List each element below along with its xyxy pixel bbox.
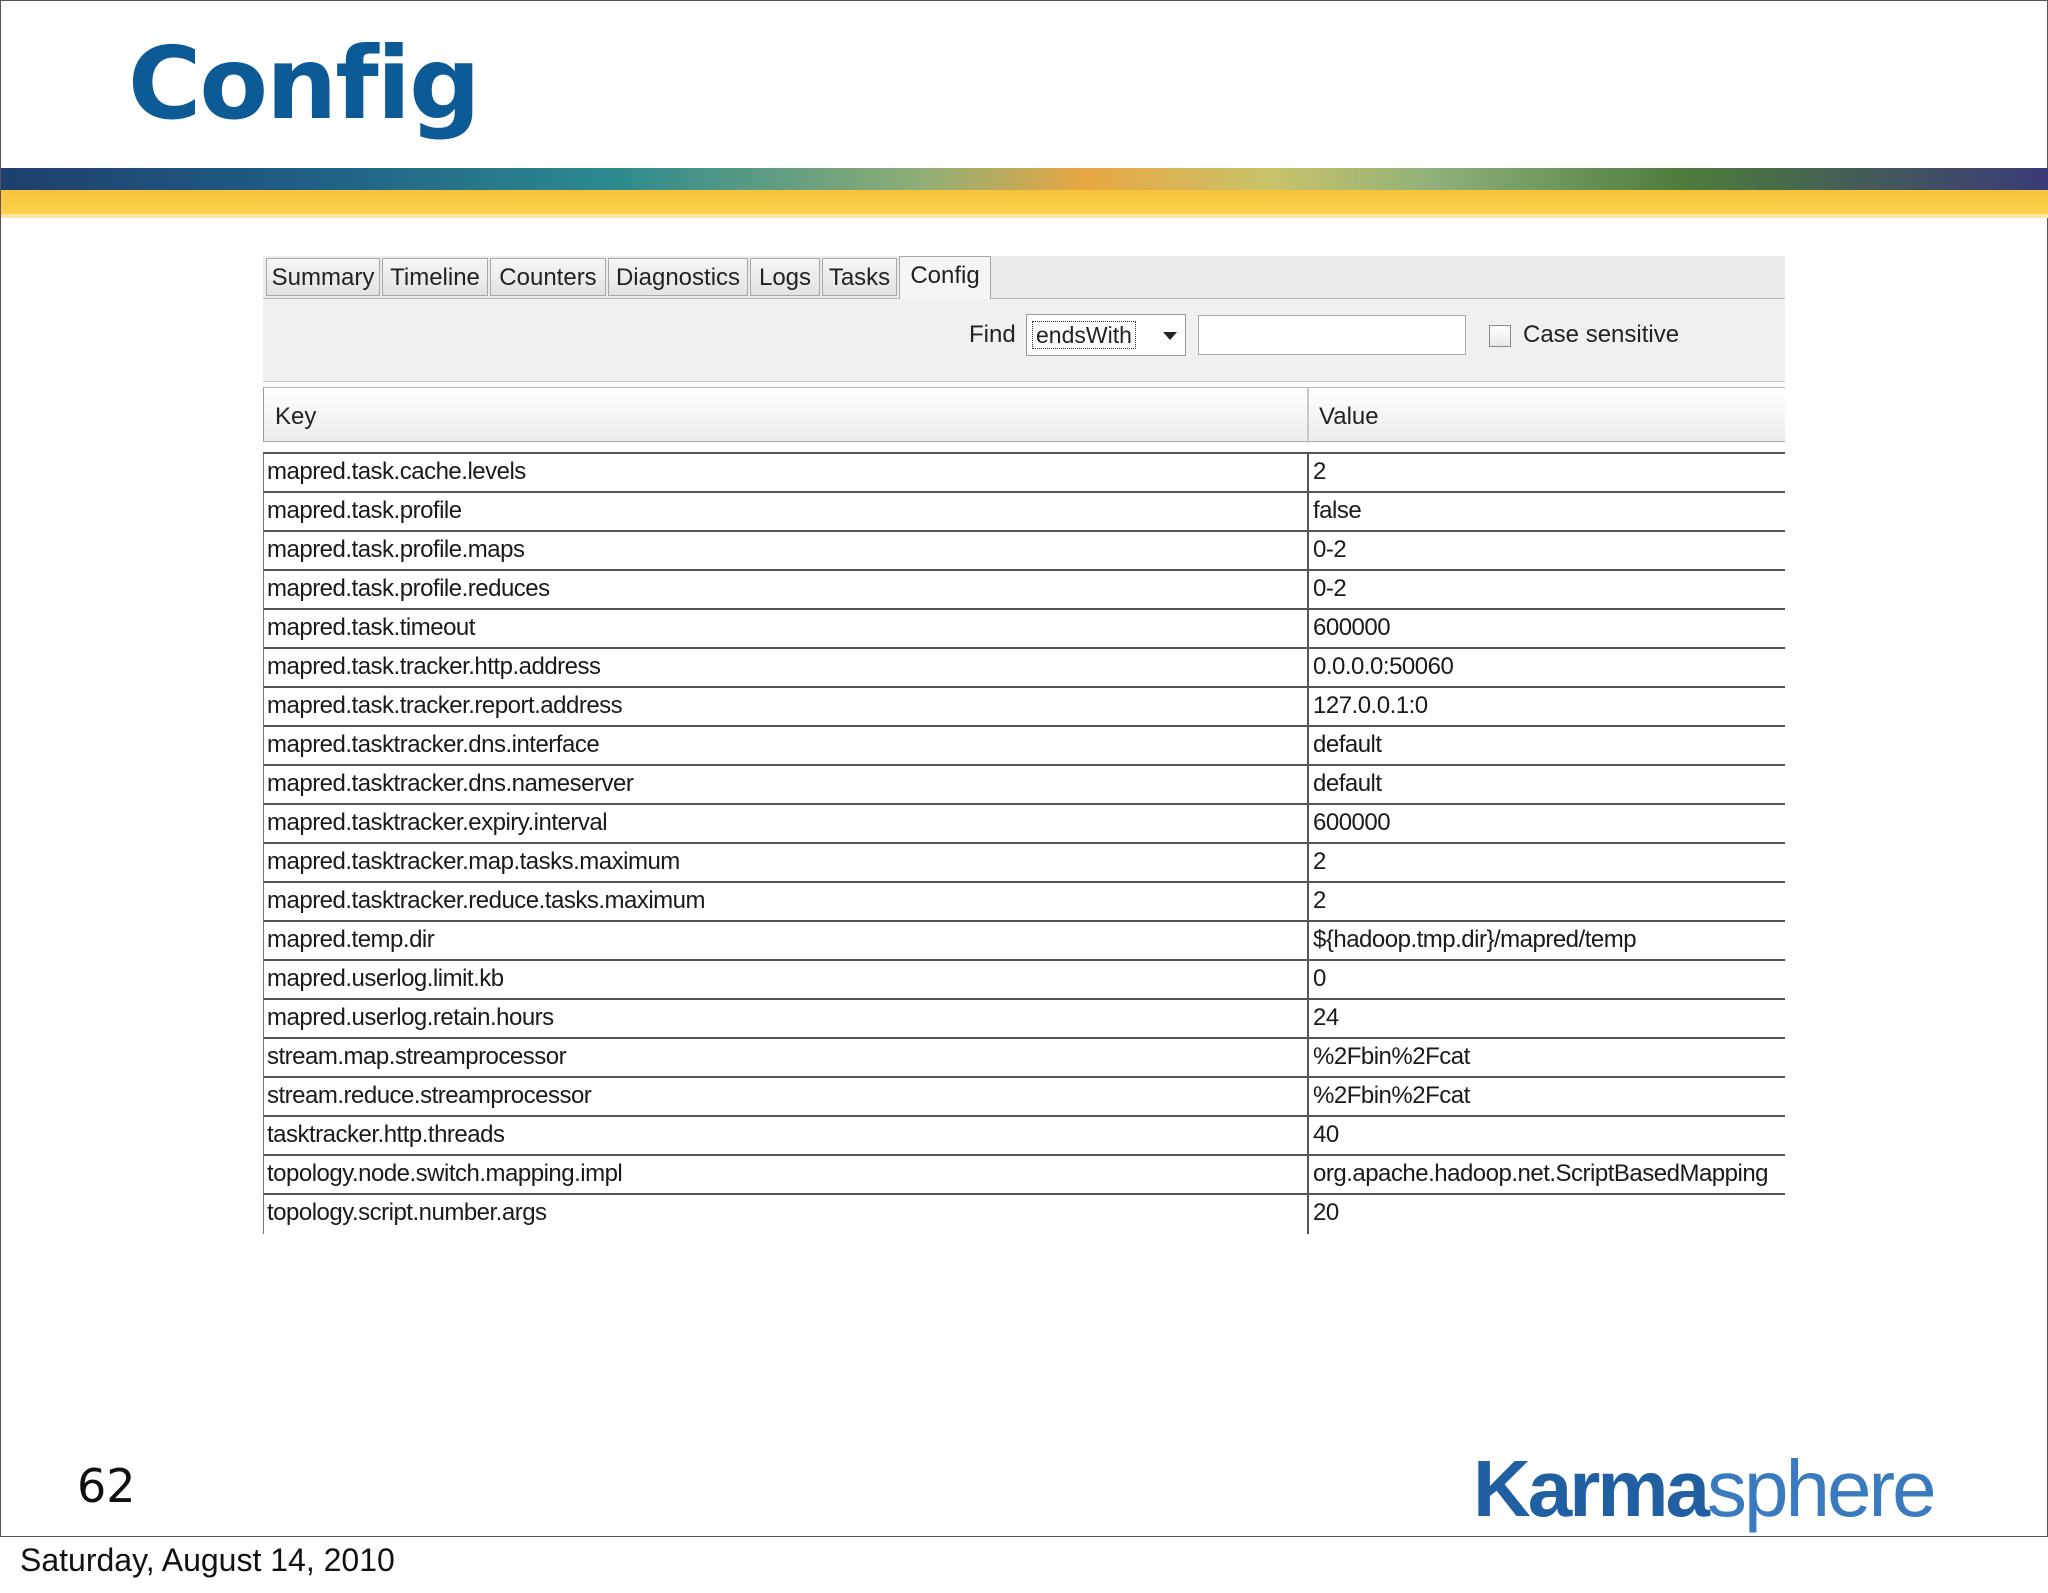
config-key: mapred.task.timeout (267, 614, 475, 641)
row-column-divider (1307, 1078, 1309, 1115)
config-key: mapred.userlog.limit.kb (267, 965, 504, 992)
row-column-divider (1307, 766, 1309, 803)
config-value: 0 (1313, 965, 1326, 992)
table-body (263, 454, 1785, 1234)
config-value: 0-2 (1313, 575, 1347, 602)
row-column-divider (1307, 1156, 1309, 1193)
table-row[interactable] (263, 844, 1785, 883)
find-bar (263, 299, 1785, 382)
find-mode-select[interactable] (1026, 314, 1186, 356)
config-key: mapred.task.tracker.http.address (267, 653, 601, 680)
config-key: mapred.task.profile.reduces (267, 575, 550, 602)
row-column-divider (1307, 844, 1309, 881)
table-row[interactable] (263, 493, 1785, 532)
row-column-divider (1307, 1117, 1309, 1154)
table-row[interactable] (263, 688, 1785, 727)
config-value: 600000 (1313, 809, 1391, 836)
tab-tasks[interactable]: Tasks (822, 258, 897, 296)
config-value: 600000 (1313, 614, 1391, 641)
config-value: 24 (1313, 1004, 1339, 1031)
table-row[interactable] (263, 961, 1785, 1000)
row-column-divider (1307, 688, 1309, 725)
table-row[interactable] (263, 649, 1785, 688)
table-row[interactable] (263, 727, 1785, 766)
table-row[interactable] (263, 1078, 1785, 1117)
table-row[interactable] (263, 1156, 1785, 1195)
tab-counters[interactable]: Counters (490, 258, 606, 296)
config-value: %2Fbin%2Fcat (1313, 1082, 1470, 1109)
config-value: 40 (1313, 1121, 1339, 1148)
header-yellow-band (1, 190, 2048, 214)
config-key: mapred.task.cache.levels (267, 458, 526, 485)
config-key: topology.node.switch.mapping.impl (267, 1160, 623, 1187)
config-key: mapred.userlog.retain.hours (267, 1004, 554, 1031)
slide-title: Config (128, 25, 479, 142)
header-gradient-band (1, 168, 2048, 190)
table-row[interactable] (263, 766, 1785, 805)
config-key: mapred.tasktracker.map.tasks.maximum (267, 848, 680, 875)
config-value: ${hadoop.tmp.dir}/mapred/temp (1313, 926, 1637, 953)
row-column-divider (1307, 454, 1309, 491)
table-row[interactable] (263, 571, 1785, 610)
table-row[interactable] (263, 805, 1785, 844)
config-key: mapred.task.profile.maps (267, 536, 525, 563)
config-key: mapred.tasktracker.expiry.interval (267, 809, 608, 836)
case-sensitive-checkbox[interactable] (1489, 325, 1511, 347)
config-value: 20 (1313, 1199, 1339, 1226)
table-header (263, 387, 1785, 442)
find-label: Find (969, 321, 1016, 348)
table-row[interactable] (263, 454, 1785, 493)
find-input[interactable] (1198, 315, 1466, 355)
table-row[interactable] (263, 922, 1785, 961)
table-row[interactable] (263, 1039, 1785, 1078)
tab-config[interactable]: Config (899, 256, 991, 299)
config-value: org.apache.hadoop.net.ScriptBasedMapping (1313, 1160, 1769, 1187)
row-column-divider (1307, 805, 1309, 842)
row-column-divider (1307, 532, 1309, 569)
config-key: mapred.tasktracker.reduce.tasks.maximum (267, 887, 705, 914)
row-column-divider (1307, 610, 1309, 647)
row-column-divider (1307, 571, 1309, 608)
column-separator[interactable] (1307, 388, 1309, 443)
config-key: mapred.task.profile (267, 497, 462, 524)
case-sensitive-label: Case sensitive (1523, 321, 1680, 348)
row-column-divider (1307, 493, 1309, 530)
slide-date: Saturday, August 14, 2010 (20, 1542, 395, 1578)
logo-part1: Karma (1473, 1444, 1708, 1533)
config-key: stream.map.streamprocessor (267, 1043, 567, 1070)
column-header-key[interactable]: Key (275, 403, 317, 430)
row-column-divider (1307, 922, 1309, 959)
row-column-divider (1307, 727, 1309, 764)
job-detail-panel (263, 256, 1785, 1231)
tab-summary[interactable]: Summary (266, 258, 380, 296)
dropdown-arrow-icon[interactable] (1163, 332, 1177, 340)
logo-part2: sphere (1707, 1444, 1934, 1533)
table-row[interactable] (263, 532, 1785, 571)
tab-diagnostics[interactable]: Diagnostics (608, 258, 748, 296)
row-column-divider (1307, 1039, 1309, 1076)
config-value: %2Fbin%2Fcat (1313, 1043, 1470, 1070)
config-value: 127.0.0.1:0 (1313, 692, 1428, 719)
config-key: stream.reduce.streamprocessor (267, 1082, 592, 1109)
config-value: 2 (1313, 848, 1326, 875)
config-key: mapred.tasktracker.dns.interface (267, 731, 600, 758)
config-key: mapred.temp.dir (267, 926, 435, 953)
config-value: false (1313, 497, 1362, 524)
config-value: 2 (1313, 458, 1326, 485)
partial-row (263, 442, 1785, 454)
config-value: 2 (1313, 887, 1326, 914)
table-row[interactable] (263, 1000, 1785, 1039)
config-key: topology.script.number.args (267, 1199, 547, 1226)
row-column-divider (1307, 1195, 1309, 1234)
table-row[interactable] (263, 1195, 1785, 1234)
header-yellow-fade (1, 214, 2048, 218)
tab-logs[interactable]: Logs (750, 258, 820, 296)
config-value: 0.0.0.0:50060 (1313, 653, 1454, 680)
column-header-value[interactable]: Value (1319, 403, 1379, 430)
row-column-divider (1307, 961, 1309, 998)
config-key: mapred.tasktracker.dns.nameserver (267, 770, 634, 797)
row-column-divider (1307, 1000, 1309, 1037)
config-value: default (1313, 731, 1382, 758)
tab-timeline[interactable]: Timeline (382, 258, 488, 296)
row-column-divider (1307, 883, 1309, 920)
table-row[interactable] (263, 610, 1785, 649)
config-key: mapred.task.tracker.report.address (267, 692, 623, 719)
page-number: 62 (77, 1459, 136, 1513)
table-row[interactable] (263, 1117, 1785, 1156)
config-key: tasktracker.http.threads (267, 1121, 505, 1148)
config-value: default (1313, 770, 1382, 797)
karmasphere-logo (1473, 1443, 1934, 1535)
table-row[interactable] (263, 883, 1785, 922)
config-value: 0-2 (1313, 536, 1347, 563)
tab-bar (263, 256, 1785, 299)
find-mode-value: endsWith (1032, 321, 1136, 349)
row-column-divider (1307, 649, 1309, 686)
